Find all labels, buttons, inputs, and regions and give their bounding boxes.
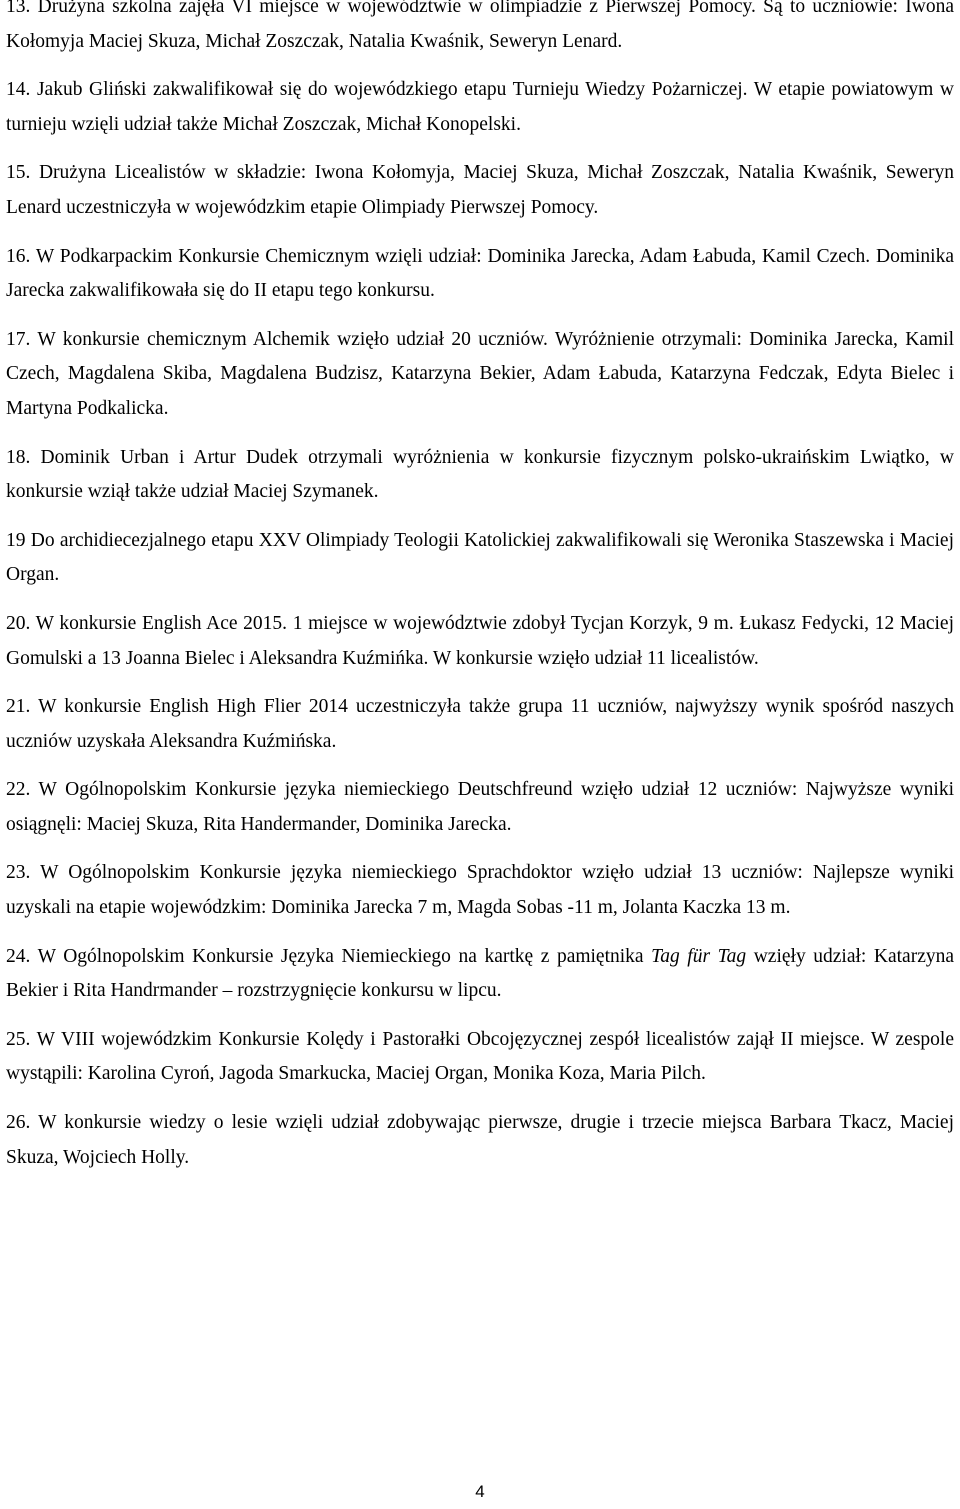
document-body [6,0,954,1189]
paragraph-24-italic-title: Tag für Tag [651,945,747,967]
page-number: 4 [475,1482,485,1501]
paragraph-14: 14. Jakub Gliński zakwalifikował się do wojewódzkiego etapu Turnieju Wiedzy Pożarniczej. W etapie powiatowym w turnieju wzięli udział także Michał Zoszczak, Michał Konopelski. [6,79,954,135]
paragraph-18: 18. Dominik Urban i Artur Dudek otrzymali wyróżnienia w konkursie fizycznym polsko-ukraińskim Lwiątko, w konkursie wziął także udział Maciej Szymanek. [6,446,954,503]
paragraph-17: 17. W konkursie chemicznym Alchemik wzięło udział 20 uczniów. Wyróżnienie otrzymali: Dominika Jarecka, Kamil Czech, Magdalena Skiba, Magdalena Budzisz, Katarzyna Bekier, Adam Łabuda, Katarzyna Fedczak, Edyta Bielec i Martyna Podkalicka. [6,328,954,419]
paragraph-26: 26. W konkursie wiedzy o lesie wzięli udział zdobywając pierwsze, drugie i trzecie miejsca Barbara Tkacz, Maciej Skuza, Wojciech Holly. [6,1112,954,1168]
paragraph-22: 22. W Ogólnopolskim Konkursie języka niemieckiego Deutschfreund wzięło udział 12 uczniów: Najwyższe wyniki osiągnęli: Maciej Skuza, Rita Handermander, Dominika Jarecka. [6,779,954,835]
paragraph-15: 15. Drużyna Licealistów w składzie: Iwona Kołomyja, Maciej Skuza, Michał Zoszczak, Natalia Kwaśnik, Seweryn Lenard uczestniczyła w wojewódzkim etapie Olimpiady Pierwszej Pomocy. [6,162,954,218]
paragraph-24 [6,940,954,1009]
paragraph-16: 16. W Podkarpackim Konkursie Chemicznym wzięli udział: Dominika Jarecka, Adam Łabuda, Kamil Czech. Dominika Jarecka zakwalifikowała się do II etapu tego konkursu. [6,245,954,302]
paragraph-19: 19 Do archidiecezjalnego etapu XXV Olimpiady Teologii Katolickiej zakwalifikowali się Weronika Staszewska i Maciej Organ. [6,529,954,586]
paragraph-24-text-start: 24. W Ogólnopolskim Konkursie Języka Niemieckiego na kartkę z pamiętnika [6,945,652,967]
paragraph-23: 23. W Ogólnopolskim Konkursie języka niemieckiego Sprachdoktor wzięło udział 13 uczniów: Najlepsze wyniki uzyskali na etapie wojewódzkim: Dominika Jarecka 7 m, Magda Sobas -11 m, Jolanta Kaczka 13 m. [6,862,954,919]
paragraph-13: 13. Drużyna szkolna zajęła VI miejsce w województwie w olimpiadzie z Pierwszej Pomocy. Są to uczniowie: Iwona Kołomyja Maciej Skuza, Michał Zoszczak, Natalia Kwaśnik, Seweryn Lenard. [6,0,954,52]
paragraph-20: 20. W konkursie English Ace 2015. 1 miejsce w województwie zdobył Tycjan Korzyk, 9 m. Łukasz Fedycki, 12 Maciej Gomulski a 13 Joanna Bielec i Aleksandra Kuźmińka. W konkursie wzięło udział 11 licealistów. [6,612,954,669]
paragraph-24-text-end: wzięły udział: Katarzyna Bekier i Rita Handrmander – rozstrzygnięcie konkursu w lipcu. [6,945,955,1002]
paragraph-25: 25. W VIII wojewódzkim Konkursie Kolędy i Pastorałki Obcojęzycznej zespół licealistów zajął II miejsce. W zespole wystąpili: Karolina Cyroń, Jagoda Smarkucka, Maciej Organ, Monika Koza, Maria Pilch. [6,1028,954,1085]
paragraph-21: 21. W konkursie English High Flier 2014 uczestniczyła także grupa 11 uczniów, najwyższy wynik spośród naszych uczniów uzyskała Aleksandra Kuźmińska. [6,696,954,752]
